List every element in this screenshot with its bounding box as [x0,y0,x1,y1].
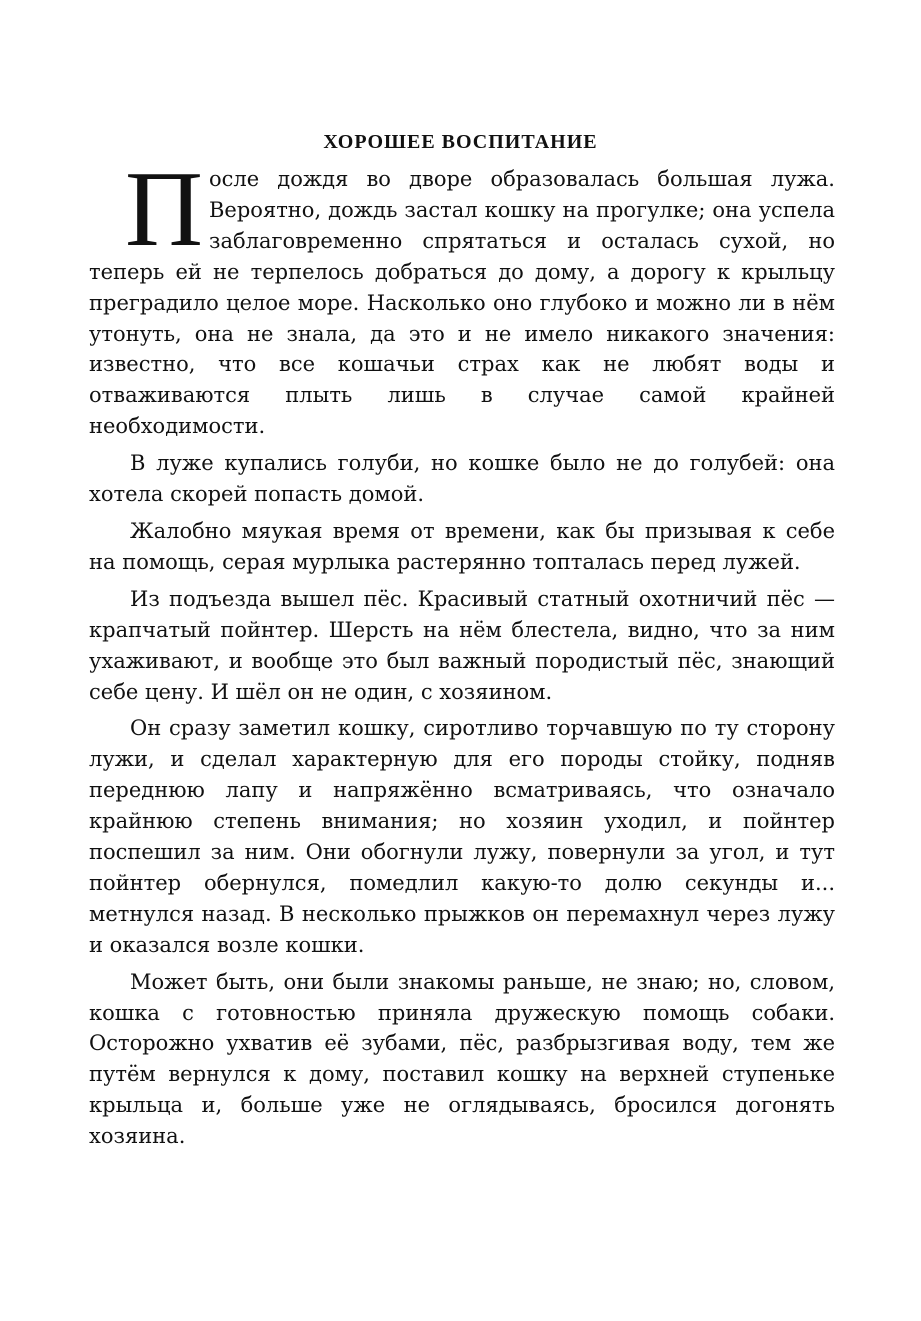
drop-cap-letter: П [125,150,203,269]
story-body [89,150,835,1158]
paragraph-3: Жалобно мяукая время от времени, как бы призывая к себе на помощь, серая мурлыка растерянно топталась перед лужей. [89,518,835,574]
paragraph-1-text: осле дождя во дворе образовалась большая лужа. Вероятно, дождь застал кошку на прогулке; она успела заблаговременно спрятаться и осталась сухой, но теперь ей не терпелось добраться до дому, а дорогу к крыльцу преградило целое море. Насколько оно глубоко и можно ли в нём утонуть, она не знала, да это и не имело никакого значения: известно, что все кошачьи страх как не любят воды и отваживаются плыть лишь в случае самой крайней необходимости. [89,167,835,439]
paragraph-1 [89,150,835,442]
paragraph-6: Может быть, они были знакомы раньше, не знаю; но, словом, кошка с готовностью приняла дружескую помощь собаки. Осторожно ухватив её зубами, пёс, разбрызгивая воду, тем же путём вернулся к дому, поставил кошку на верхней ступеньке крыльца и, больше уже не оглядываясь, бросился догонять хозяина. [89,969,835,1149]
story-title: ХОРОШЕЕ ВОСПИТАНИЕ [323,131,598,153]
paragraph-4: Из подъезда вышел пёс. Красивый статный охотничий пёс — крапчатый пойнтер. Шерсть на нём блестела, видно, что за ним ухаживают, и вообще это был важный породистый пёс, знающий себе цену. И шёл он не один, с хозяином. [89,586,835,704]
paragraph-5: Он сразу заметил кошку, сиротливо торчавшую по ту сторону лужи, и сделал характерную для его породы стойку, подняв переднюю лапу и напряжённо всматриваясь, что означало крайнюю степень внимания; но хозяин уходил, и пойнтер поспешил за ним. Они обогнули лужу, повернули за угол, и тут пойнтер обернулся, помедлил какую-то долю секунды и... метнулся назад. В несколько прыжков он перемахнул через лужу и оказался возле кошки. [89,716,835,957]
paragraph-2: В луже купались голуби, но кошке было не до голубей: она хотела скорей попасть домой. [89,451,835,507]
